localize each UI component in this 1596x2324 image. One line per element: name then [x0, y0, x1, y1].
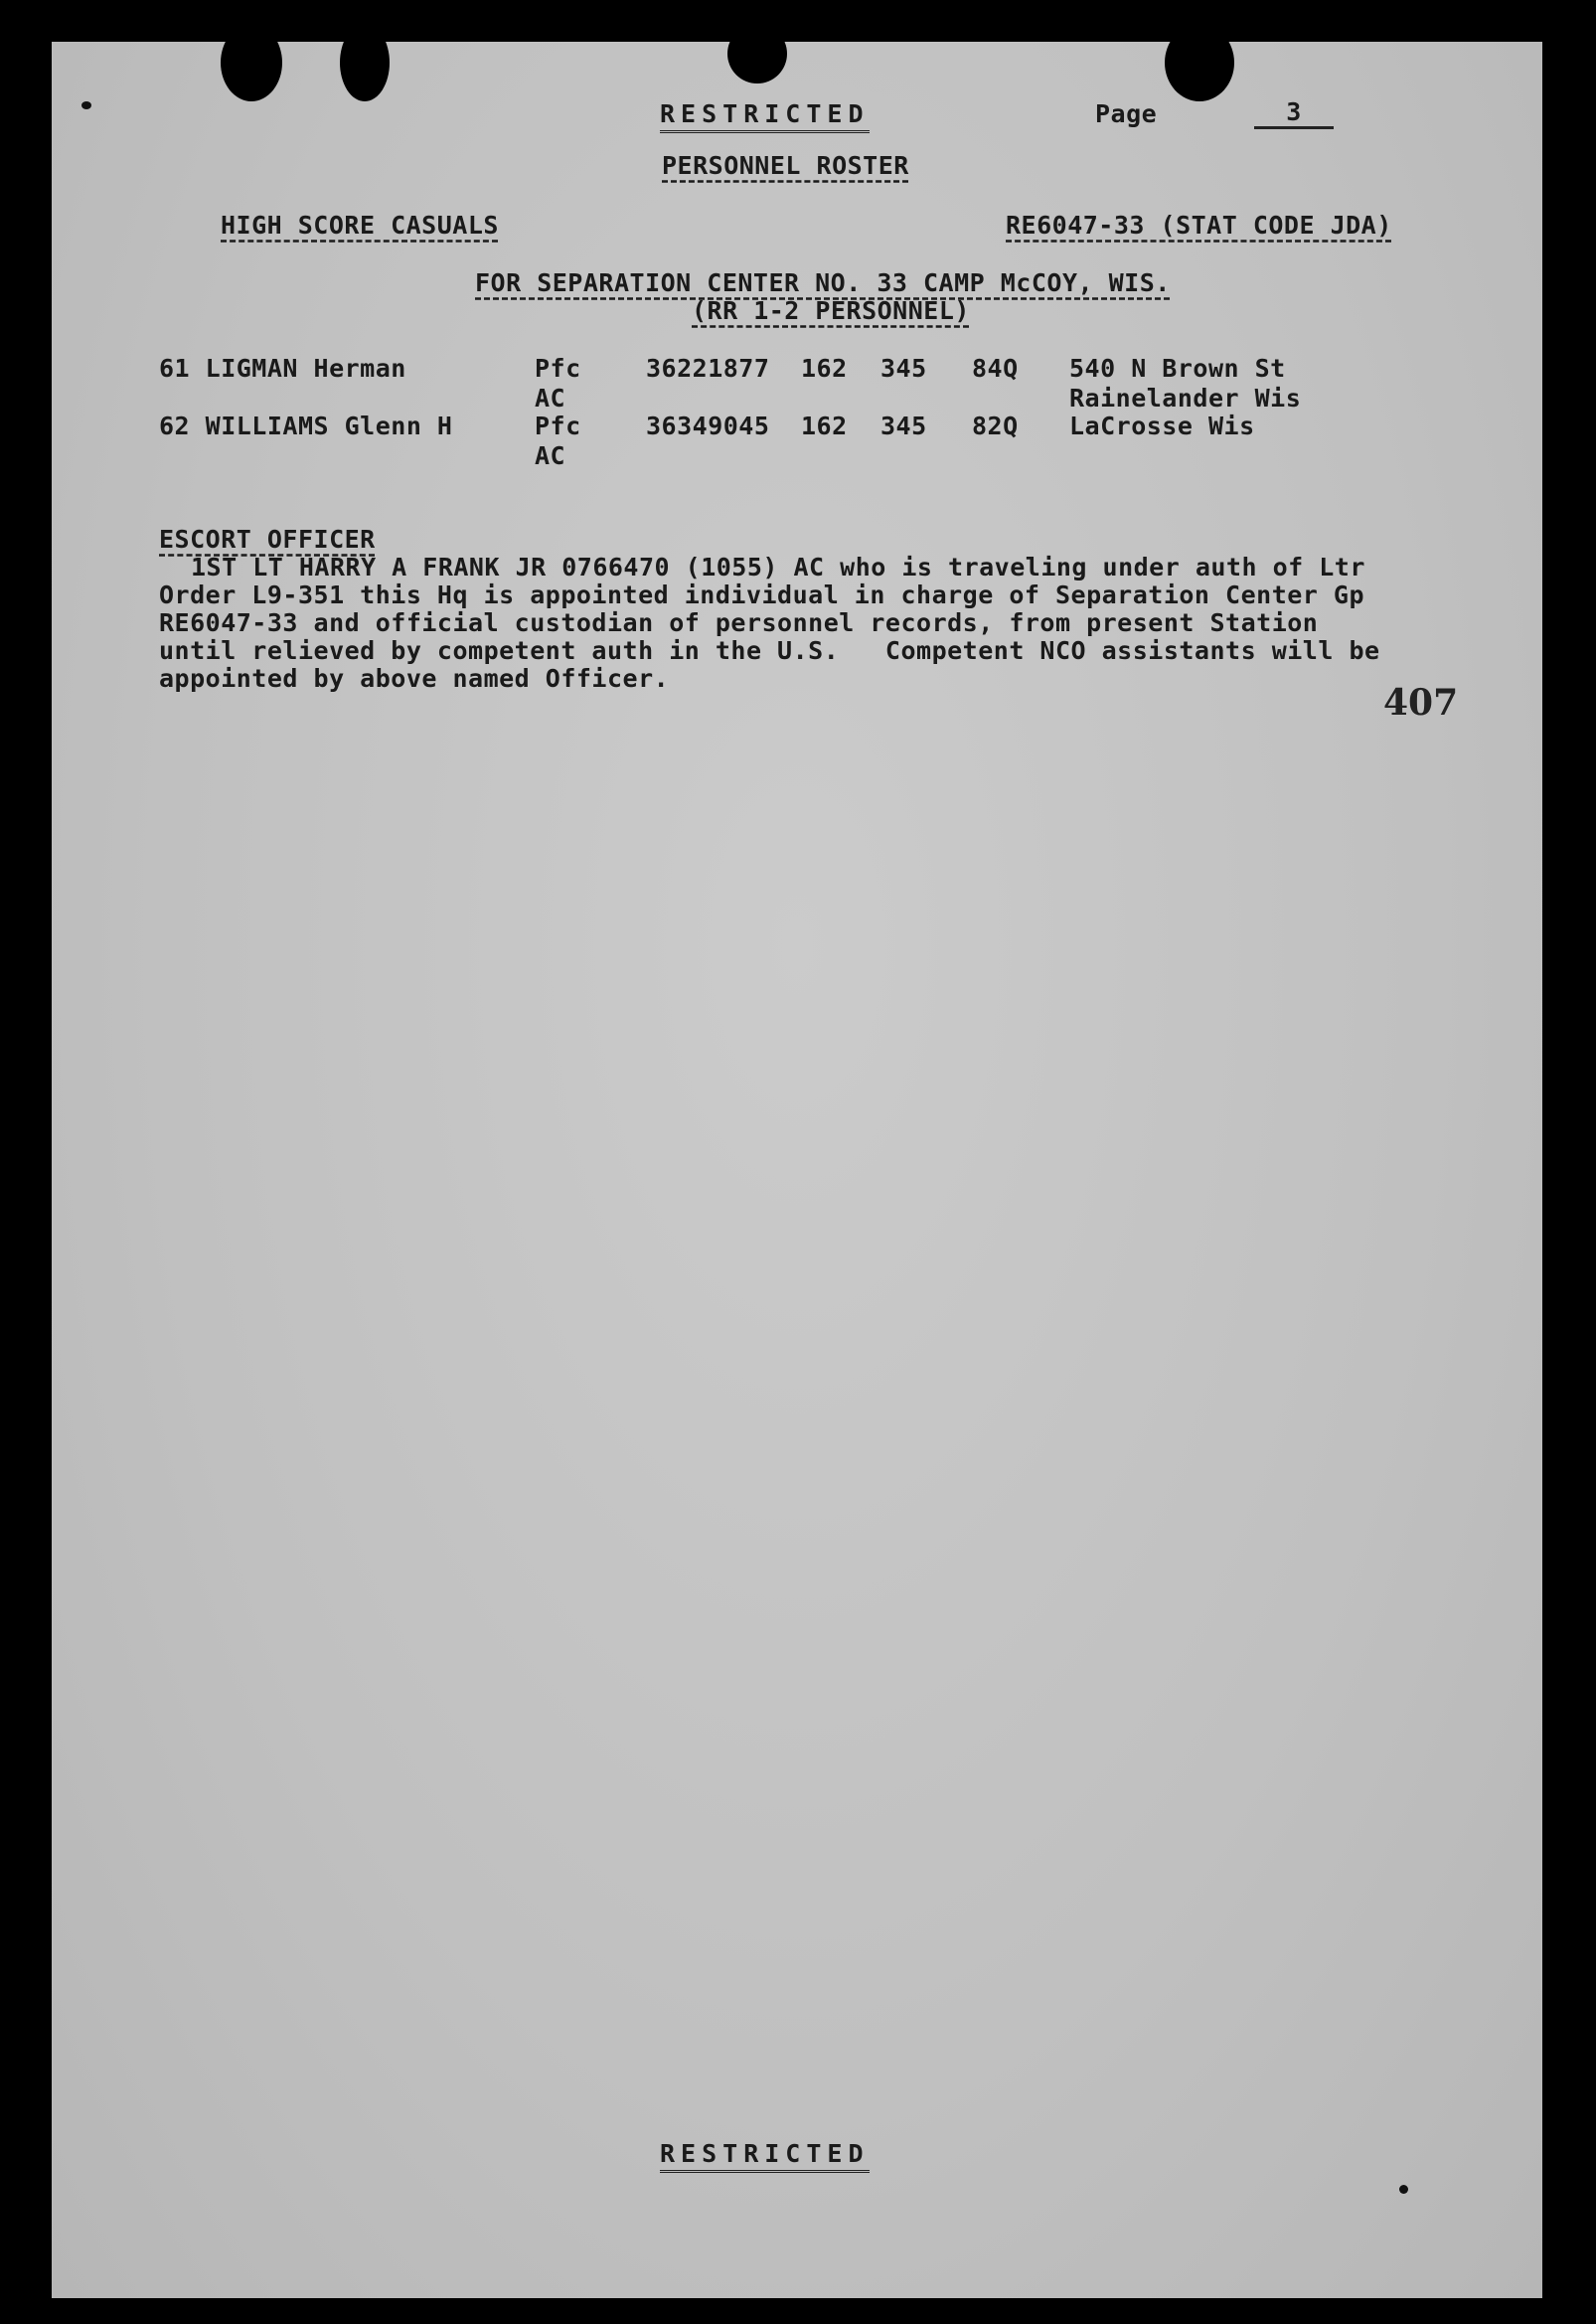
classification-top: RESTRICTED: [660, 99, 870, 133]
escort-line: Order L9-351 this Hq is appointed individual in charge of Separation Center Gp: [159, 581, 1364, 609]
destination: FOR SEPARATION CENTER NO. 33 CAMP McCOY, WIS.: [475, 268, 1171, 297]
page-label: Page: [1095, 99, 1158, 128]
escort-line: 1ST LT HARRY A FRANK JR 0766470 (1055) AC who is traveling under auth of Ltr: [191, 553, 1365, 581]
code1-cell: 162: [801, 412, 848, 440]
code1-cell: 162: [801, 354, 848, 383]
unit-name: HIGH SCORE CASUALS: [221, 211, 499, 240]
branch-cell: AC: [535, 441, 566, 470]
group-code: RE6047-33 (STAT CODE JDA): [1006, 211, 1392, 240]
ink-speck: [81, 101, 91, 109]
serial-cell: 36349045: [646, 412, 770, 440]
code3-cell: 84Q: [972, 354, 1019, 383]
rank-cell: Pfc: [535, 412, 581, 440]
address-line2: Rainelander Wis: [1069, 384, 1302, 413]
punch-hole: [221, 42, 282, 101]
escort-heading: ESCORT OFFICER: [159, 525, 376, 554]
personnel-category: (RR 1-2 PERSONNEL): [692, 296, 970, 325]
rank-cell: Pfc: [535, 354, 581, 383]
punch-hole: [1165, 42, 1234, 101]
serial-cell: 36221877: [646, 354, 770, 383]
code3-cell: 82Q: [972, 412, 1019, 440]
address-line1: 540 N Brown St: [1069, 354, 1286, 383]
name-cell: 61 LIGMAN Herman: [159, 354, 406, 383]
code2-cell: 345: [880, 354, 927, 383]
document-page: [52, 42, 1542, 2298]
punch-hole: [340, 42, 390, 101]
escort-line: appointed by above named Officer.: [159, 664, 670, 693]
ink-speck: [1399, 2185, 1408, 2194]
name-cell: 62 WILLIAMS Glenn H: [159, 412, 453, 440]
classification-bottom: RESTRICTED: [660, 2139, 870, 2173]
page-number: 3: [1254, 97, 1334, 129]
branch-cell: AC: [535, 384, 566, 413]
escort-line: RE6047-33 and official custodian of personnel records, from present Station: [159, 608, 1319, 637]
code2-cell: 345: [880, 412, 927, 440]
roster-title: PERSONNEL ROSTER: [662, 151, 909, 180]
address-line1: LaCrosse Wis: [1069, 412, 1255, 440]
stamp-number: 407: [1383, 682, 1459, 724]
escort-line: until relieved by competent auth in the U.S. Competent NCO assistants will be: [159, 636, 1380, 665]
punch-hole: [727, 42, 787, 83]
